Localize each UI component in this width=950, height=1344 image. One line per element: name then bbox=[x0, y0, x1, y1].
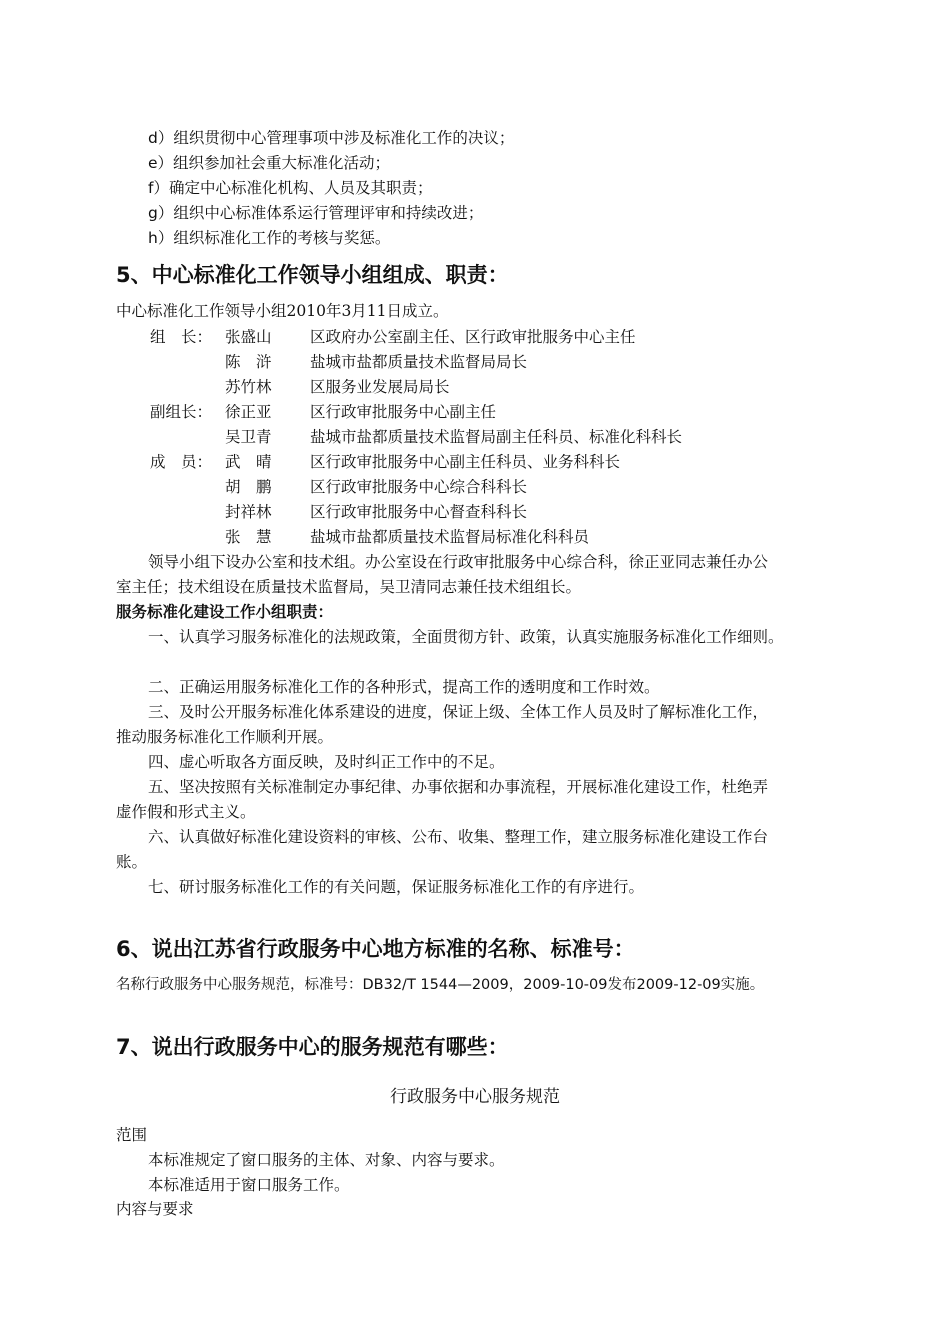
list-item: g）组织中心标准体系运行管理评审和持续改进； bbox=[148, 204, 484, 222]
member-name: 张 慧 bbox=[225, 528, 272, 546]
member-title: 区行政审批服务中心副主任科员、业务科科长 bbox=[310, 453, 621, 471]
member-role: 副组长： bbox=[150, 403, 213, 421]
content-label: 内容与要求 bbox=[116, 1200, 194, 1218]
member-name: 张盛山 bbox=[225, 328, 272, 346]
member-title: 盐城市盐都质量技术监督局副主任科员、标准化科科长 bbox=[310, 428, 683, 446]
duty-line: 三、及时公开服务标准化体系建设的进度，保证上级、全体工作人员及时了解标准化工作， bbox=[148, 703, 769, 721]
member-name: 武 晴 bbox=[225, 453, 272, 471]
doc-title: 行政服务中心服务规范 bbox=[390, 1087, 560, 1107]
member-name: 封祥林 bbox=[225, 503, 272, 521]
member-title: 区行政审批服务中心综合科科长 bbox=[310, 478, 528, 496]
section-5-intro: 中心标准化工作领导小组2010年3月11日成立。 bbox=[116, 302, 449, 320]
member-name: 陈 浒 bbox=[225, 353, 272, 371]
member-title: 区行政审批服务中心副主任 bbox=[310, 403, 497, 421]
duty-line: 虚作假和形式主义。 bbox=[116, 803, 256, 821]
duty-line: 一、认真学习服务标准化的法规政策，全面贯彻方针、政策，认真实施服务标准化工作细则。 bbox=[148, 628, 784, 646]
section-6-heading: 6、说出江苏省行政服务中心地方标准的名称、标准号： bbox=[116, 937, 635, 961]
member-name: 吴卫青 bbox=[225, 428, 272, 446]
duty-line: 五、坚决按照有关标准制定办事纪律、办事依据和办事流程，开展标准化建设工作，杜绝弄 bbox=[148, 778, 769, 796]
duty-line: 账。 bbox=[116, 853, 148, 871]
scope-line: 本标准规定了窗口服务的主体、对象、内容与要求。 bbox=[148, 1151, 505, 1169]
member-role: 成 员： bbox=[150, 453, 213, 471]
member-title: 盐城市盐都质量技术监督局标准化科科员 bbox=[310, 528, 590, 546]
scope-line: 本标准适用于窗口服务工作。 bbox=[148, 1176, 350, 1194]
member-title: 盐城市盐都质量技术监督局局长 bbox=[310, 353, 528, 371]
duty-line: 七、研讨服务标准化工作的有关问题，保证服务标准化工作的有序进行。 bbox=[148, 878, 645, 896]
section-7-heading: 7、说出行政服务中心的服务规范有哪些： bbox=[116, 1035, 509, 1059]
duty-line: 二、正确运用服务标准化工作的各种形式，提高工作的透明度和工作时效。 bbox=[148, 678, 660, 696]
member-title: 区行政审批服务中心督查科科长 bbox=[310, 503, 528, 521]
duty-line: 六、认真做好标准化建设资料的审核、公布、收集、整理工作，建立服务标准化建设工作台 bbox=[148, 828, 769, 846]
section-5-heading: 5、中心标准化工作领导小组组成、职责： bbox=[116, 263, 509, 287]
member-role: 组 长： bbox=[150, 328, 213, 346]
list-item: d）组织贯彻中心管理事项中涉及标准化工作的决议； bbox=[148, 129, 515, 147]
list-item: f）确定中心标准化机构、人员及其职责； bbox=[148, 179, 433, 197]
member-name: 徐正亚 bbox=[225, 403, 272, 421]
member-name: 苏竹林 bbox=[225, 378, 272, 396]
standard-info: 名称行政服务中心服务规范，标准号：DB32/T 1544—2009，2009-10-09发布2009-12-09实施。 bbox=[116, 977, 765, 993]
duties-title: 服务标准化建设工作小组职责： bbox=[116, 603, 334, 621]
office-paragraph-line: 领导小组下设办公室和技术组。办公室设在行政审批服务中心综合科，徐正亚同志兼任办公 bbox=[148, 553, 769, 571]
list-item: h）组织标准化工作的考核与奖惩。 bbox=[148, 229, 391, 247]
scope-label: 范围 bbox=[116, 1126, 148, 1144]
member-title: 区服务业发展局局长 bbox=[310, 378, 450, 396]
list-item: e）组织参加社会重大标准化活动； bbox=[148, 154, 391, 172]
office-paragraph-line: 室主任；技术组设在质量技术监督局，吴卫清同志兼任技术组组长。 bbox=[116, 578, 582, 596]
duty-line: 四、虚心听取各方面反映，及时纠正工作中的不足。 bbox=[148, 753, 505, 771]
member-title: 区政府办公室副主任、区行政审批服务中心主任 bbox=[310, 328, 636, 346]
duty-line: 推动服务标准化工作顺利开展。 bbox=[116, 728, 334, 746]
member-name: 胡 鹏 bbox=[225, 478, 272, 496]
